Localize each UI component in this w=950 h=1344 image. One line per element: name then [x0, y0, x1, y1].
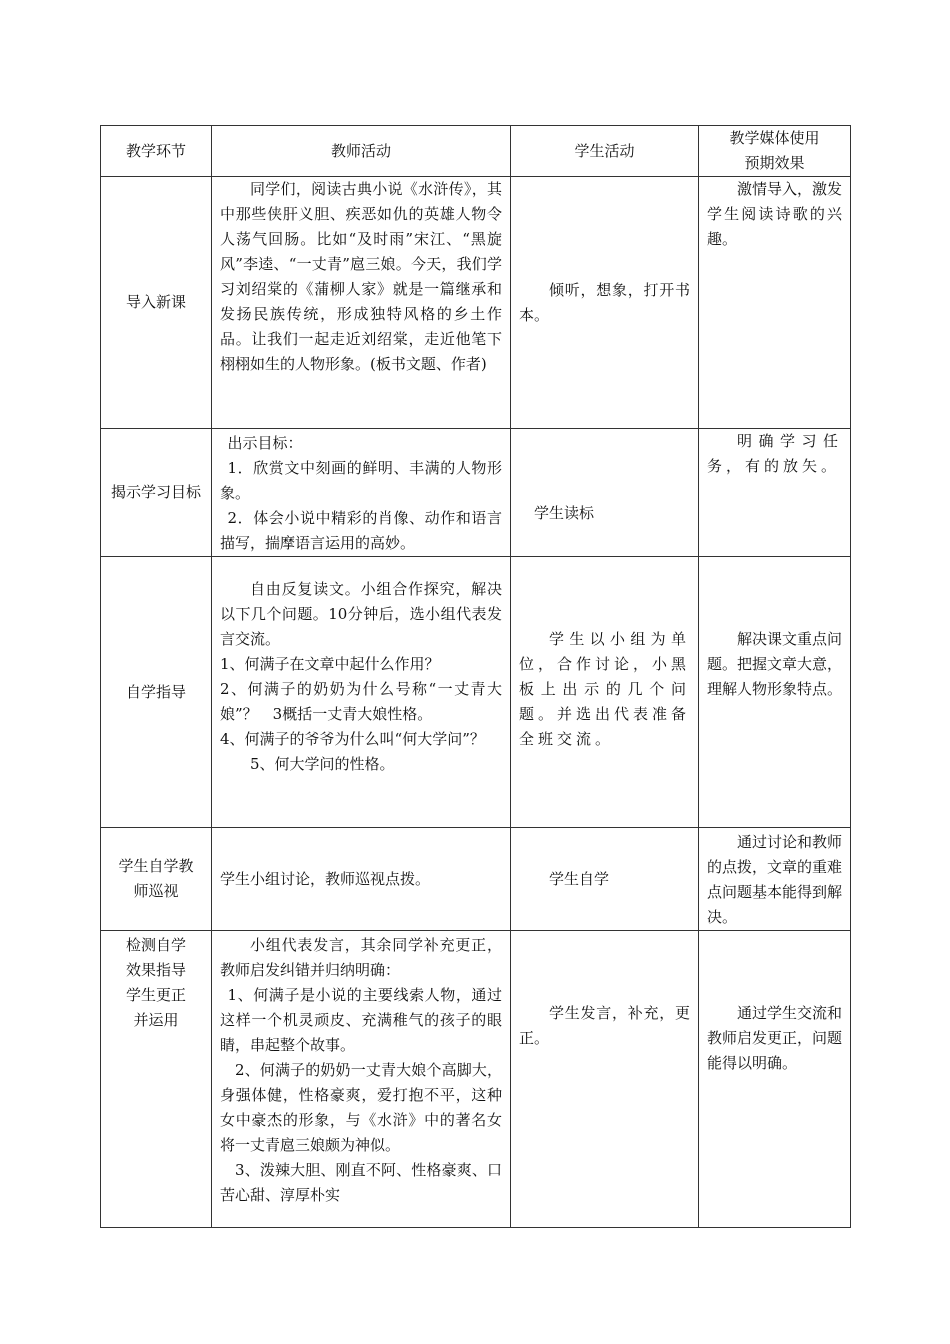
- teacher-cell: [212, 177, 511, 429]
- teacher-text: 出示目标：: [227, 434, 303, 452]
- header-media: [699, 126, 851, 177]
- lesson-plan-table: [100, 125, 851, 1228]
- table-row: [101, 931, 851, 1228]
- teacher-text: 2．体会小说中精彩的肖像、动作和语言描写，揣摩语言运用的高妙。: [220, 509, 502, 552]
- teacher-text: 1、何满子在文章中起什么作用？: [220, 655, 440, 673]
- teacher-cell: [212, 931, 511, 1228]
- student-text: 学生发言，补充，更正。: [519, 1004, 690, 1047]
- stage-cell: 检测自学效果指导学生更正并运用: [101, 931, 212, 1228]
- stage-cell: 揭示学习目标: [101, 429, 212, 557]
- header-stage: 教学环节: [101, 126, 212, 177]
- table-row: [101, 177, 851, 429]
- student-text: 学生读标: [534, 504, 595, 522]
- header-media-line1: 教学媒体使用: [729, 129, 820, 147]
- effect-cell: [699, 429, 851, 557]
- effect-text: 明确学习任务，有的放矢。: [707, 432, 842, 475]
- stage-cell: 学生自学教师巡视: [101, 828, 212, 931]
- student-text: 学生自学: [549, 869, 610, 888]
- student-cell: [511, 429, 699, 557]
- table-row: [101, 429, 851, 557]
- table-row: [101, 557, 851, 828]
- teacher-text: 1、何满子是小说的主要线索人物，通过这样一个机灵顽皮、充满稚气的孩子的眼睛，串起整个故事。: [220, 986, 502, 1054]
- header-media-line2: 预期效果: [744, 154, 805, 172]
- teacher-cell: [212, 557, 511, 828]
- table-row: [101, 828, 851, 931]
- student-cell: [511, 557, 699, 828]
- student-cell: [511, 177, 699, 429]
- teacher-text: 小组代表发言，其余同学补充更正，教师启发纠错并归纳明确：: [220, 936, 502, 979]
- effect-cell: [699, 177, 851, 429]
- effect-text: 通过讨论和教师的点拨，文章的重难点问题基本能得到解决。: [707, 833, 843, 926]
- effect-cell: [699, 828, 851, 931]
- effect-cell: [699, 557, 851, 828]
- student-text: 倾听，想象，打开书本。: [519, 280, 690, 324]
- student-cell: [511, 828, 699, 931]
- teacher-text: 学生小组讨论，教师巡视点拨。: [220, 869, 431, 888]
- teacher-text: 5、何大学问的性格。: [250, 755, 395, 773]
- student-text: 学生以小组为单位，合作讨论，小黑板上出示的几个问题。并选出代表准备全班交流。: [519, 630, 691, 748]
- teacher-text: 自由反复读文。小组合作探究，解决以下几个问题。10分钟后，选小组代表发言交流。: [220, 580, 502, 648]
- teacher-text: 同学们，阅读古典小说《水浒传》，其中那些侠肝义胆、疾恶如仇的英雄人物令人荡气回肠。比如“及时雨”宋江、“黑旋风”李逵、“一丈青”扈三娘。今天，我们学习刘绍棠的《蒲柳人家》就是一篇继承和发扬民族传统，形成独特风格的乡土作品。让我们一起走近刘绍棠，走近他笔下栩栩如生的人物形象。(板书文题、作者): [220, 180, 502, 373]
- header-teacher: 教师活动: [212, 126, 511, 177]
- teacher-text: 2、何满子的奶奶一丈青大娘个高脚大，身强体健，性格豪爽，爱打抱不平，这种女中豪杰的形象，与《水浒》中的著名女将一丈青扈三娘颇为神似。: [220, 1061, 502, 1154]
- header-row: [101, 126, 851, 177]
- teacher-text: 1．欣赏文中刻画的鲜明、丰满的人物形象。: [220, 459, 502, 502]
- teacher-cell: [212, 429, 511, 557]
- stage-cell: 导入新课: [101, 177, 212, 429]
- effect-text: 解决课文重点问题。把握文章大意，理解人物形象特点。: [707, 630, 843, 698]
- header-student: 学生活动: [511, 126, 699, 177]
- effect-cell: [699, 931, 851, 1228]
- effect-text: 通过学生交流和教师启发更正，问题能得以明确。: [707, 1004, 843, 1072]
- teacher-cell: [212, 828, 511, 931]
- stage-cell: 自学指导: [101, 557, 212, 828]
- teacher-text: 2、何满子的奶奶为什么号称“一丈青大娘”？ 3概括一丈青大娘性格。: [220, 680, 502, 723]
- teacher-text: 3、泼辣大胆、刚直不阿、性格豪爽、口苦心甜、淳厚朴实: [220, 1161, 502, 1204]
- effect-text: 激情导入，激发学生阅读诗歌的兴趣。: [707, 180, 843, 248]
- student-cell: [511, 931, 699, 1228]
- teacher-text: 4、何满子的爷爷为什么叫“何大学问”？: [220, 730, 485, 748]
